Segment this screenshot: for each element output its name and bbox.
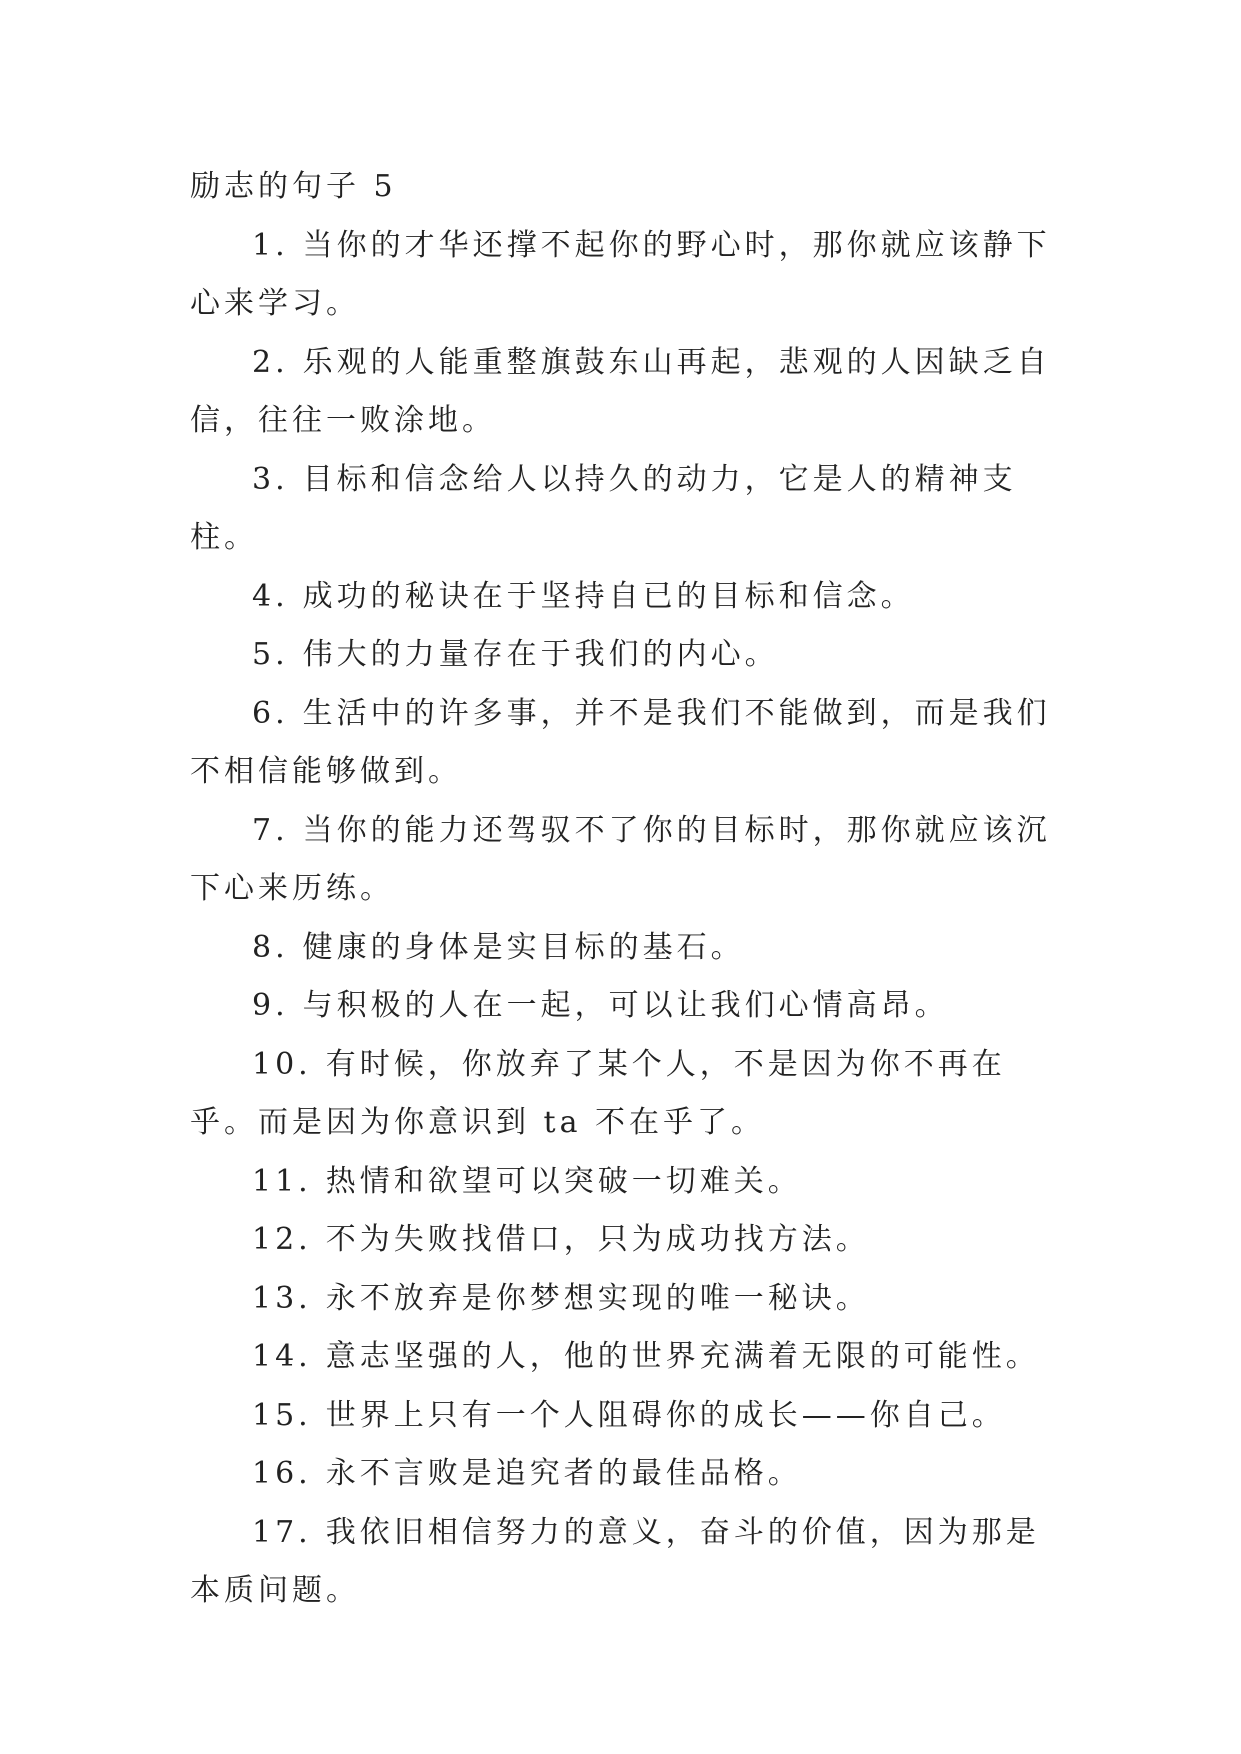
- item-text: 永不言败是追究者的最佳品格。: [325, 1456, 802, 1491]
- list-item: [190, 334, 1060, 451]
- list-item: [190, 685, 1060, 802]
- item-number: 11.: [252, 1163, 312, 1199]
- item-text: 意志坚强的人，他的世界充满着无限的可能性。: [325, 1339, 1040, 1374]
- item-number: 7.: [252, 812, 289, 848]
- item-text: 当你的能力还驾驭不了你的目标时，那你就应该沉下心来历练。: [190, 812, 1051, 906]
- item-text: 热情和欲望可以突破一切难关。: [325, 1163, 802, 1199]
- item-text: 健康的身体是实目标的基石。: [302, 929, 745, 965]
- item-number: 1.: [252, 227, 289, 263]
- item-number: 16.: [252, 1456, 312, 1491]
- item-text: 有时候，你放弃了某个人，不是因为你不再在乎。而是因为你意识到 ta 不在乎了。: [190, 1046, 1006, 1140]
- item-text: 永不放弃是你梦想实现的唯一秘诀。: [325, 1280, 870, 1316]
- item-text: 我依旧相信努力的意义，奋斗的价值，因为那是本质问题。: [190, 1514, 1040, 1608]
- list-item: [190, 626, 1060, 685]
- list-item: [190, 1328, 1060, 1387]
- item-number: 5.: [252, 637, 289, 672]
- item-number: 4.: [252, 578, 289, 614]
- list-item: [190, 568, 1060, 627]
- item-number: 3.: [252, 461, 289, 497]
- item-text: 世界上只有一个人阻碍你的成长——你自己。: [325, 1397, 1006, 1433]
- item-number: 17.: [252, 1514, 312, 1550]
- list-item: [190, 1036, 1060, 1153]
- item-number: 8.: [252, 929, 289, 965]
- item-text: 乐观的人能重整旗鼓东山再起，悲观的人因缺乏自信，往往一败涂地。: [190, 344, 1051, 438]
- list-item: [190, 217, 1060, 334]
- item-text: 生活中的许多事，并不是我们不能做到，而是我们不相信能够做到。: [190, 695, 1051, 789]
- item-text: 当你的才华还撑不起你的野心时，那你就应该静下心来学习。: [190, 227, 1051, 321]
- item-number: 2.: [252, 344, 289, 380]
- list-item: [190, 919, 1060, 978]
- list-item: [190, 1504, 1060, 1621]
- item-text: 不为失败找借口，只为成功找方法。: [325, 1222, 870, 1257]
- list-item: [190, 977, 1060, 1036]
- item-text: 与积极的人在一起，可以让我们心情高昂。: [302, 988, 949, 1023]
- item-text: 伟大的力量存在于我们的内心。: [302, 637, 779, 672]
- list-item: [190, 1270, 1060, 1329]
- item-text: 目标和信念给人以持久的动力，它是人的精神支柱。: [190, 461, 1017, 555]
- item-number: 10.: [252, 1046, 312, 1082]
- document-title: 励志的句子 5: [190, 169, 397, 204]
- item-number: 6.: [252, 695, 289, 731]
- item-number: 15.: [252, 1397, 312, 1433]
- list-item: [190, 802, 1060, 919]
- list-item: [190, 1387, 1060, 1446]
- list-item: [190, 451, 1060, 568]
- document-body: [190, 158, 1060, 1621]
- item-number: 13.: [252, 1280, 312, 1316]
- list-item: [190, 1153, 1060, 1212]
- list-item: [190, 1211, 1060, 1270]
- list-item: [190, 1445, 1060, 1504]
- item-number: 9.: [252, 988, 289, 1023]
- item-text: 成功的秘诀在于坚持自已的目标和信念。: [302, 578, 915, 614]
- item-number: 14.: [252, 1339, 312, 1374]
- item-number: 12.: [252, 1222, 312, 1257]
